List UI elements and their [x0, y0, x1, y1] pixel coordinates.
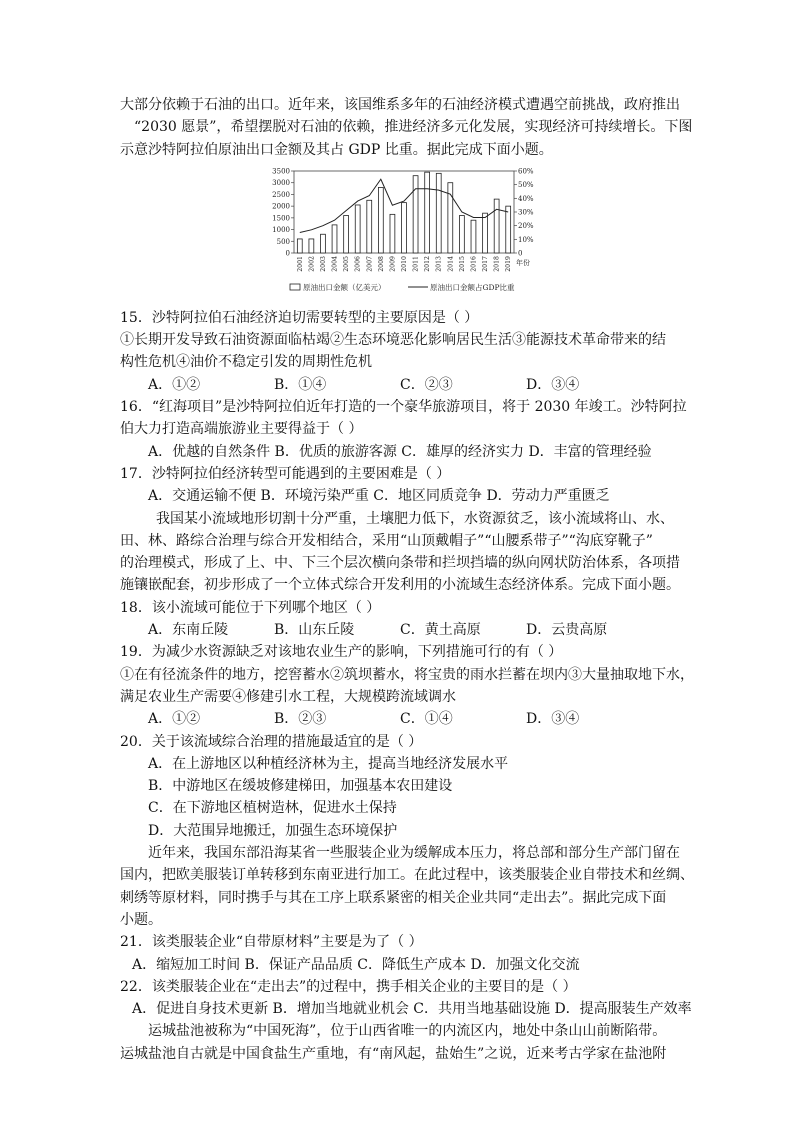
q16-stem-1: 16．“红海项目”是沙特阿拉伯近年打造的一个豪华旅游项目，将于 2030 年竣工。沙特阿拉 — [120, 399, 687, 416]
x-tick-label: 2012 — [424, 255, 432, 272]
bar — [344, 215, 349, 252]
q16-options[interactable]: A．优越的自然条件 B．优质的旅游客源 C．雄厚的经济实力 D．丰富的管理经验 — [148, 443, 652, 460]
left-tick-label: 0 — [285, 249, 290, 258]
q17-options[interactable]: A．交通运输不便 B．环境污染严重 C．地区同质竞争 D．劳动力严重匮乏 — [148, 488, 610, 505]
x-tick-label: 2007 — [366, 255, 374, 272]
q18-option-d[interactable]: D．云贵高原 — [526, 622, 608, 639]
q18-option-b[interactable]: B．山东丘陵 — [274, 622, 355, 639]
q20-option-c[interactable]: C．在下游地区植树造林，促进水土保持 — [148, 800, 397, 817]
q19-option-a[interactable]: A．①② — [148, 711, 201, 728]
bar — [425, 172, 430, 253]
bar — [297, 239, 302, 253]
q18-stem: 18．该小流域可能位于下列哪个地区（ ） — [120, 599, 381, 616]
x-tick-label: 2016 — [470, 255, 478, 272]
legend-bar-label: 原油出口金额（亿美元） — [303, 282, 386, 292]
q21-stem: 21．该类服装企业“自带原材料”主要是为了（ ） — [120, 934, 423, 951]
chart-svg — [120, 165, 680, 303]
q16-stem-2: 伯大力打造高端旅游业主要得益于（ ） — [120, 421, 363, 438]
bar — [483, 213, 488, 253]
q22-options[interactable]: A．促进自身技术更新 B．增加当地就业机会 C．共用当地基础设施 D．提高服装生产效率 — [132, 1001, 692, 1018]
q15-option-b[interactable]: B．①④ — [274, 376, 327, 393]
q19-statements-1: ①在有径流条件的地方，挖窖蓄水②筑坝蓄水，将宝贵的雨水拦蓄在坝内③大量抽取地下水， — [120, 666, 694, 683]
q20-stem: 20．关于该流域综合治理的措施最适宜的是（ ） — [120, 733, 423, 750]
right-tick-label: 30% — [518, 208, 534, 217]
bar — [332, 225, 337, 253]
x-tick-label: 2015 — [458, 255, 466, 272]
passage3-line-4: 小题。 — [120, 911, 162, 928]
left-tick-label: 2000 — [272, 202, 290, 211]
passage2-line-1: 我国某小流域地形切割十分严重，土壤肥力低下，水资源贫乏，该小流域将山、水、 — [156, 510, 674, 527]
legend-bar-swatch — [290, 284, 300, 290]
passage2-line-2: 田、林、路综合治理与综合开发相结合，采用“山顶戴帽子”“山腰系带子”“沟底穿靴子” — [120, 532, 653, 549]
bar — [471, 220, 476, 253]
left-tick-label: 2500 — [272, 190, 290, 199]
passage3-line-1: 近年来，我国东部沿海某省一些服装企业为缓解成本压力，将总部和部分生产部门留在 — [148, 845, 680, 862]
q19-options — [120, 708, 680, 730]
bar — [309, 239, 314, 253]
x-tick-label: 2003 — [319, 255, 327, 272]
q18-options — [120, 619, 680, 641]
q19-option-d[interactable]: D．③④ — [526, 711, 580, 728]
x-tick-label: 2010 — [401, 255, 408, 272]
left-tick-label: 3500 — [272, 167, 290, 176]
left-tick-label: 3000 — [272, 179, 290, 188]
bar — [367, 200, 372, 253]
passage4-line-2: 运城盐池自古就是中国食盐生产重地，有“南风起，盐始生”之说，近来考古学家在盐池附 — [120, 1045, 667, 1062]
intro-line-2: “2030 愿景”，希望摆脱对石油的依赖，推进经济多元化发展，实现经济可持续增长。下图 — [134, 119, 693, 136]
x-tick-label: 2018 — [493, 255, 501, 272]
passage2-line-4: 施镶嵌配套，初步形成了一个立体式综合开发利用的小流域生态经济体系。完成下面小题。 — [120, 577, 680, 594]
intro-line-3: 示意沙特阿拉伯原油出口金额及其占 GDP 比重。据此完成下面小题。 — [120, 141, 553, 158]
q15-option-a[interactable]: A．①② — [148, 376, 201, 393]
passage3-line-3: 刺绣等原材料，同时携手与其在工序上联系紧密的相关企业共同“走出去”。据此完成下面 — [120, 889, 667, 906]
x-tick-label: 2002 — [308, 255, 316, 272]
q20-option-b[interactable]: B．中游地区在缓坡修建梯田，加强基本农田建设 — [148, 778, 453, 795]
q15-stem: 15．沙特阿拉伯石油经济迫切需要转型的主要原因是（ ） — [120, 309, 479, 326]
bar — [390, 214, 395, 253]
q18-option-c[interactable]: C．黄土高原 — [400, 622, 481, 639]
bar — [436, 173, 441, 253]
right-tick-label: 20% — [518, 222, 534, 231]
bar — [413, 176, 418, 253]
q19-option-c[interactable]: C．①④ — [400, 711, 453, 728]
q18-option-a[interactable]: A．东南丘陵 — [148, 622, 229, 639]
x-tick-label: 2001 — [296, 255, 304, 272]
q20-option-d[interactable]: D．大范围异地搬迁，加强生态环境保护 — [148, 822, 398, 839]
passage4-line-1: 运城盐池被称为“中国死海”，位于山西省唯一的内流区内，地处中条山山前断陷带。 — [148, 1023, 667, 1040]
left-tick-label: 1500 — [272, 214, 290, 223]
q19-stem: 19．为减少水资源缺乏对该地农业生产的影响，下列措施可行的有（ ） — [120, 644, 563, 661]
x-tick-label: 2011 — [412, 255, 420, 272]
bar — [494, 199, 499, 253]
q17-stem: 17．沙特阿拉伯经济转型可能遇到的主要困难是（ ） — [120, 465, 451, 482]
bar — [506, 206, 511, 253]
legend-line-label: 原油出口金额占GDP比重 — [430, 282, 515, 292]
x-tick-label: 2006 — [354, 255, 362, 272]
right-tick-label: 40% — [518, 194, 534, 203]
right-tick-label: 60% — [518, 167, 534, 176]
right-tick-label: 10% — [518, 235, 534, 244]
bar — [402, 203, 407, 253]
q19-statements-2: 满足农业生产需要④修建引水工程，大规模跨流域调水 — [120, 688, 456, 705]
x-tick-label: 2019 — [505, 255, 513, 272]
passage2-line-3: 的治理模式，形成了上、中、下三个层次横向条带和拦坝挡墙的纵向网状防治体系，各项措 — [120, 555, 680, 572]
q15-option-d[interactable]: D．③④ — [526, 376, 580, 393]
bar — [321, 234, 326, 253]
left-tick-label: 500 — [276, 237, 290, 246]
exam-page — [120, 94, 694, 1065]
x-tick-label: 2008 — [377, 255, 385, 272]
x-tick-label: 2009 — [389, 255, 397, 272]
x-unit-label: 年份 — [516, 258, 530, 267]
bar — [355, 205, 360, 253]
q15-statements-2: 构性危机④油价不稳定引发的周期性危机 — [120, 354, 372, 371]
bar — [459, 215, 464, 252]
bar — [378, 187, 383, 253]
x-tick-label: 2017 — [482, 255, 490, 272]
passage3-line-2: 国内，把欧美服装订单转移到东南亚进行加工。在此过程中，该类服装企业自带技术和丝绸、 — [120, 867, 694, 884]
q15-statements-1: ①长期开发导致石油资源面临枯竭②生态环境恶化影响居民生活③能源技术革命带来的结 — [120, 332, 666, 349]
q21-options[interactable]: A．缩短加工时间 B．保证产品品质 C．降低生产成本 D．加强文化交流 — [132, 956, 580, 973]
right-tick-label: 0 — [518, 249, 523, 258]
q20-option-a[interactable]: A．在上游地区以种植经济林为主，提高当地经济发展水平 — [148, 755, 509, 772]
q19-option-b[interactable]: B．②③ — [274, 711, 327, 728]
oil-export-chart — [120, 165, 680, 303]
x-tick-label: 2004 — [331, 255, 339, 272]
intro-line-1: 大部分依赖于石油的出口。近年来，该国维系多年的石油经济模式遭遇空前挑战，政府推出 — [120, 97, 680, 113]
left-tick-label: 1000 — [272, 225, 290, 234]
x-tick-label: 2014 — [447, 255, 455, 272]
q22-stem: 22．该类服装企业在“走出去”的过程中，携手相关企业的主要目的是（ ） — [120, 978, 577, 995]
right-tick-label: 50% — [518, 181, 534, 190]
q15-options — [120, 374, 680, 396]
x-tick-label: 2005 — [343, 255, 351, 272]
q15-option-c[interactable]: C．②③ — [400, 376, 453, 393]
x-tick-label: 2013 — [435, 255, 443, 272]
